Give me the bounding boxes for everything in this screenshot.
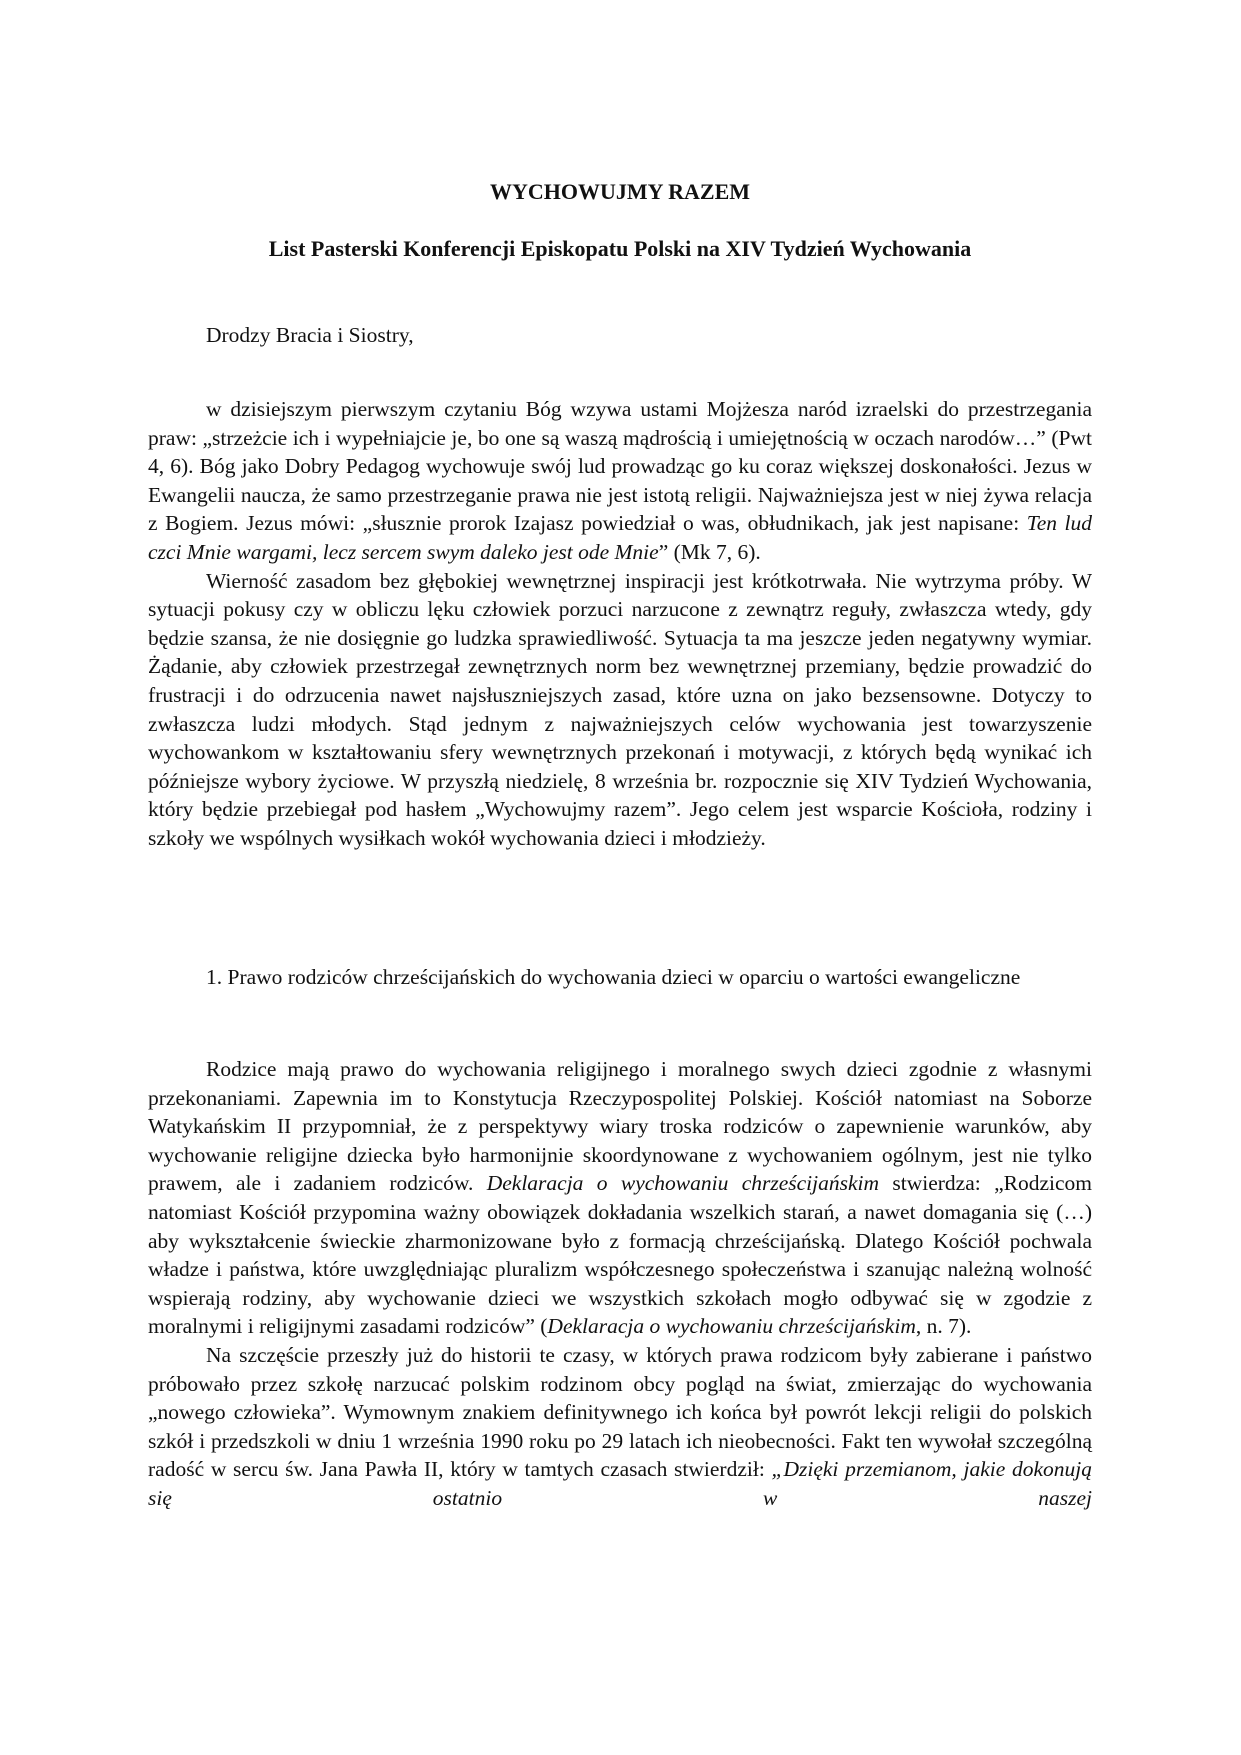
paragraph-1-text: w dzisiejszym pierwszym czytaniu Bóg wzywa ustami Mojżesza naród izraelski do przestrzegania praw: „strzeżcie ich i wypełniajcie je, bo one są waszą mądrością i umiejętnością w oczach narodów…” (Pwt 4, 6). Bóg jako Dobry Pedagog wychowuje swój lud prowadząc go ku coraz większej doskonałości. Jezus w Ewangelii naucza, że samo przestrzeganie prawa nie jest istotą religii. Najważniejsza jest w niej żywa relacja z Bogiem. Jezus mówi: „słusznie prorok Izajasz powiedział o was, obłudnikach, jak jest napisane:	[148, 397, 1092, 536]
paragraph-3-text: Rodzice mają prawo do wychowania religijnego i moralnego swych dzieci zgodnie z własnymi przekonaniami. Zapewnia im to Konstytucja Rzeczypospolitej Polskiej. Kościół natomiast na Soborze Watykańskim II przypomniał, że z perspektywy wiary troska rodziców o zapewnienie warunków, aby wychowanie religijne dziecka było harmonijnie skoordynowane z wychowaniem ogólnym, jest nie tylko prawem, ale i zadaniem rodziców.	[148, 1057, 1092, 1196]
document-subtitle: List Pasterski Konferencji Episkopatu Polski na XIV Tydzień Wychowania	[268, 236, 972, 261]
document-title: WYCHOWUJMY RAZEM	[489, 179, 751, 204]
declaration-title-citation: Deklaracja o wychowaniu chrześcijańskim	[547, 1314, 916, 1339]
scripture-quote: Ten lud czci Mnie wargami, lecz sercem swym daleko jest ode Mnie	[148, 511, 1093, 564]
john-paul-ii-quote: „Dzięki przemianom, jakie dokonują się ostatnio w naszej	[148, 1457, 1092, 1510]
declaration-title: Deklaracja o wychowaniu chrześcijańskim	[486, 1171, 880, 1196]
paragraph-4	[148, 1341, 1092, 1513]
intro-section	[148, 395, 1092, 853]
section-1-body	[148, 1055, 1092, 1513]
paragraph-4-text: Na szczęście przeszły już do historii te czasy, w których prawa rodzicom były zabierane i państwo próbowało przez szkołę narzucać polskim rodzinom obcy pogląd na świat, zmierzając do wychowania „nowego człowieka”. Wymownym znakiem definitywnego ich końca był powrót lekcji religii do polskich szkół i przedszkoli w dniu 1 września 1990 roku po 29 latach ich nieobecności. Fakt ten wywołał szczególną radość w sercu św. Jana Pawła II, który w tamtych czasach stwierdził:	[148, 1342, 1092, 1482]
paragraph-2: Wierność zasadom bez głębokiej wewnętrznej inspiracji jest krótkotrwała. Nie wytrzyma próby. W sytuacji pokusy czy w obliczu lęku człowiek porzuci narzucone z zewnątrz reguły, zwłaszcza wtedy, gdy będzie szansa, że nie dosięgnie go ludzka sprawiedliwość. Sytuacja ta ma jeszcze jeden negatywny wymiar. Żądanie, aby człowiek przestrzegał zewnętrznych norm bez wewnętrznej przemiany, będzie prowadzić do frustracji i do odrzucenia nawet najsłuszniejszych zasad, które uzna on jako bezsensowne. Dotyczy to zwłaszcza ludzi młodych. Stąd jednym z najważniejszych celów wychowania jest towarzyszenie wychowankom w kształtowaniu sfery wewnętrznych przekonań i motywacji, z których będą wynikać ich późniejsze wybory życiowe. W przyszłą niedzielę, 8 września br. rozpocznie się XIV Tydzień Wychowania, który będzie przebiegał pod hasłem „Wychowujmy razem”. Jego celem jest wsparcie Kościoła, rodziny i szkoły we wspólnych wysiłkach wokół wychowania dzieci i młodzieży.	[148, 568, 1092, 850]
paragraph-1	[148, 395, 1092, 567]
section-1-heading: 1. Prawo rodziców chrześcijańskich do wychowania dzieci w oparciu o wartości ewangeliczne	[206, 965, 1021, 989]
salutation: Drodzy Bracia i Siostry,	[206, 323, 414, 347]
paragraph-1-citation: ” (Mk 7, 6).	[658, 539, 761, 564]
paragraph-3-citation: , n. 7).	[915, 1314, 972, 1339]
paragraph-3	[148, 1055, 1092, 1341]
paragraph-3-quote: stwierdza: „Rodzicom natomiast Kościół przypomina ważny obowiązek dokładania wszelkich starań, a nawet domagania się (…) aby wykształcenie świeckie zharmonizowane było z formacją chrześcijańską. Dlatego Kościół pochwala władze i państwa, które uwzględniając pluralizm współczesnego społeczeństwa i szanując należną wolność wspierają rodziny, aby wychowanie dzieci we wszystkich szkołach mogło odbywać się w zgodzie z moralnymi i religijnymi zasadami rodziców” (	[148, 1171, 1092, 1339]
